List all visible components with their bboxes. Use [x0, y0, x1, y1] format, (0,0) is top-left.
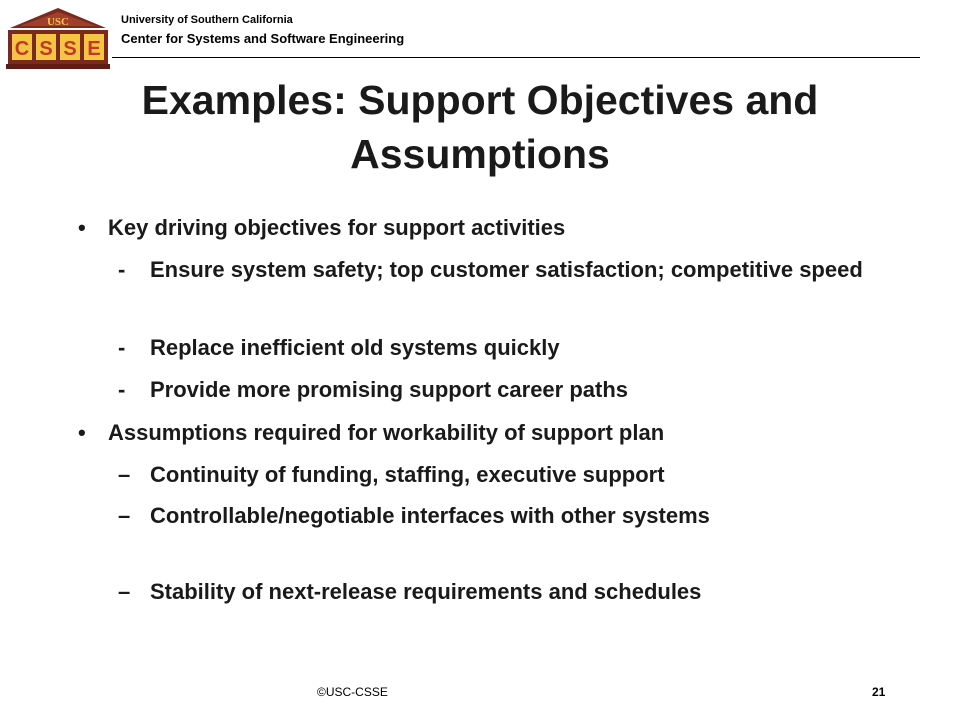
title-line: Assumptions [350, 131, 610, 177]
slide-title [40, 73, 920, 181]
logo-letter: S [63, 38, 77, 60]
page-number: 21 [872, 685, 886, 699]
sub-bullet-item [118, 502, 918, 562]
logo-letter: C [14, 38, 30, 60]
header-divider [112, 57, 920, 58]
sub-bullet-marker: – [118, 462, 131, 487]
sub-bullet-marker: - [118, 335, 126, 360]
bullet-text: Key driving objectives for support activities [108, 215, 566, 240]
university-name: University of Southern California [121, 14, 293, 26]
bullet-text: Assumptions required for workability of support plan [108, 420, 665, 445]
sub-bullet-marker: – [118, 579, 131, 604]
sub-bullet-marker: - [118, 377, 126, 402]
sub-bullet-text: Provide more promising support career paths [150, 377, 629, 402]
logo-usc-text: USC [46, 16, 70, 28]
center-name: Center for Systems and Software Engineering [121, 31, 405, 46]
footer-copyright: ©USC-CSSE [317, 685, 388, 699]
sub-bullet-text: Controllable/negotiable interfaces with other systems [150, 503, 710, 528]
title-line: Examples: Support Objectives and [141, 77, 819, 123]
sub-bullet-marker: – [118, 503, 131, 528]
slide-header [0, 0, 960, 70]
usc-csse-logo [6, 6, 110, 70]
bullet-marker: • [78, 420, 86, 445]
logo-letter: E [87, 38, 101, 60]
logo-letter: S [39, 38, 53, 60]
sub-bullet-item [118, 256, 918, 316]
sub-bullet-text: Ensure system safety; top customer satisfaction; competitive speed [150, 257, 863, 282]
sub-bullet-text: Continuity of funding, staffing, executive support [150, 462, 665, 487]
bullet-marker: • [78, 215, 86, 240]
sub-bullet-text: Stability of next-release requirements and schedules [150, 579, 702, 604]
sub-bullet-text: Replace inefficient old systems quickly [150, 335, 560, 360]
sub-bullet-marker: - [118, 257, 126, 282]
